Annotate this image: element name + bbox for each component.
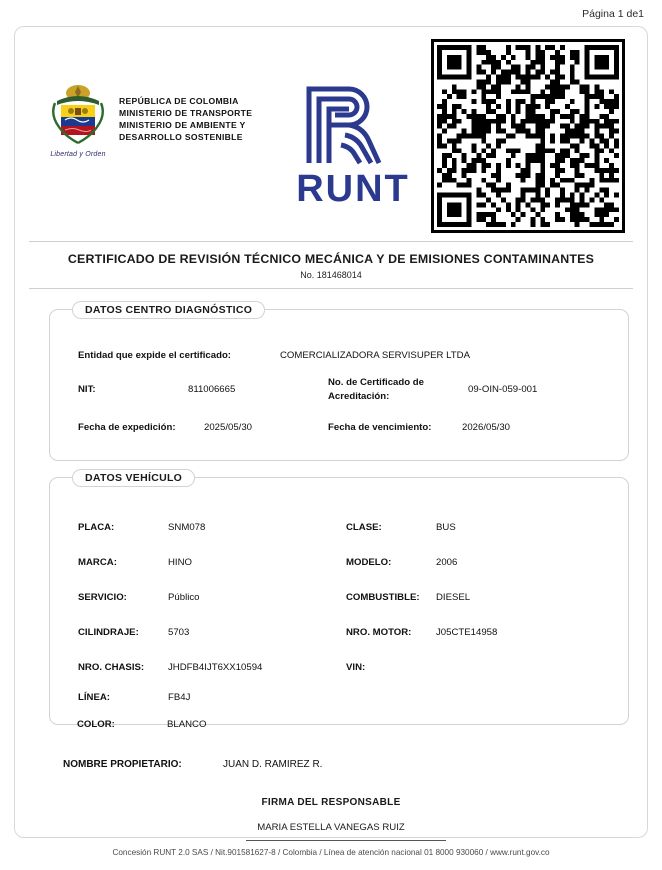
footer-text: Concesión RUNT 2.0 SAS / Nit.901581627-8 / Colombia / Línea de atención nacional 01 8000 930060 / www.runt.gov.co	[112, 848, 550, 857]
certificate-number: No. 181468014	[300, 270, 362, 280]
centro-diagnostico-section	[49, 304, 629, 461]
vehiculo-section	[49, 472, 629, 725]
page-title: CERTIFICADO DE REVISIÓN TÉCNICO MECÁNICA Y DE EMISIONES CONTAMINANTES	[67, 252, 595, 266]
modelo-label: MODELO:	[346, 557, 392, 568]
document-header	[15, 27, 647, 227]
motor-value: J05CTE14958	[436, 627, 498, 638]
ministry-line-3: MINISTERIO DE AMBIENTE Y	[119, 120, 246, 130]
acreditacion-value: 09-OIN-059-001	[468, 384, 538, 395]
runt-r-icon	[287, 75, 419, 167]
entidad-label-text: Entidad que expide el certificado:	[78, 350, 231, 361]
ministry-line-4: DESARROLLO SOSTENIBLE	[119, 132, 243, 142]
coat-motto: Libertad y Orden	[50, 151, 106, 158]
chasis-label: NRO. CHASIS:	[78, 662, 145, 673]
chasis-value: JHDFB4IJT6XX10594	[168, 662, 263, 673]
nit-label: NIT:	[78, 384, 96, 395]
ministry-line-1: REPÚBLICA DE COLOMBIA	[119, 96, 239, 106]
vencimiento-value: 2026/05/30	[462, 422, 511, 433]
placa-value: SNM078	[168, 522, 206, 533]
cilindraje-label: CILINDRAJE:	[78, 627, 139, 638]
vehiculo-legend: DATOS VEHÍCULO	[72, 469, 195, 487]
coat-of-arms	[43, 83, 113, 158]
signature-line	[246, 840, 446, 841]
expedicion-label: Fecha de expedición:	[78, 422, 176, 433]
motor-label: NRO. MOTOR:	[346, 627, 412, 638]
clase-value: BUS	[436, 522, 456, 533]
vin-label: VIN:	[346, 662, 366, 673]
linea-label: LÍNEA:	[78, 692, 110, 703]
propietario-label: NOMBRE PROPIETARIO:	[63, 759, 182, 770]
certificate-card	[14, 26, 648, 838]
vencimiento-label: Fecha de vencimiento:	[328, 422, 432, 433]
qr-code-image	[437, 45, 619, 227]
modelo-value: 2006	[436, 557, 458, 568]
combustible-label: COMBUSTIBLE:	[346, 592, 420, 603]
runt-wordmark: RUNT	[296, 168, 410, 210]
colombia-coat-of-arms-icon	[47, 83, 109, 149]
linea-value: FB4J	[168, 692, 191, 703]
entidad-value: COMERCIALIZADORA SERVISUPER LTDA	[280, 350, 470, 361]
centro-diagnostico-legend: DATOS CENTRO DIAGNÓSTICO	[72, 301, 265, 319]
page-number: Página 1 de1	[582, 8, 644, 20]
ministry-heading	[119, 95, 252, 143]
clase-label: CLASE:	[346, 522, 382, 533]
servicio-label: SERVICIO:	[78, 592, 127, 603]
ministry-line-2: MINISTERIO DE TRANSPORTE	[119, 108, 253, 118]
nit-value: 811006665	[188, 384, 236, 395]
propietario-value: JUAN D. RAMIREZ R.	[223, 759, 323, 770]
signature-title: FIRMA DEL RESPONSABLE	[261, 797, 401, 808]
acreditacion-label: No. de Certificado de Acreditación:	[328, 377, 424, 402]
expedicion-value: 2025/05/30	[204, 422, 253, 433]
entidad-label	[78, 350, 231, 361]
marca-label: MARCA:	[78, 557, 117, 568]
marca-value: HINO	[168, 557, 192, 568]
qr-code	[431, 39, 625, 233]
signature-name: MARIA ESTELLA VANEGAS RUIZ	[257, 822, 405, 833]
certificate-title-bar	[29, 241, 633, 289]
color-value: BLANCO	[167, 719, 207, 730]
servicio-value: Público	[168, 592, 200, 603]
cilindraje-value: 5703	[168, 627, 190, 638]
color-label: COLOR:	[77, 719, 115, 730]
runt-logo	[283, 75, 423, 211]
placa-label: PLACA:	[78, 522, 115, 533]
combustible-value: DIESEL	[436, 592, 471, 603]
